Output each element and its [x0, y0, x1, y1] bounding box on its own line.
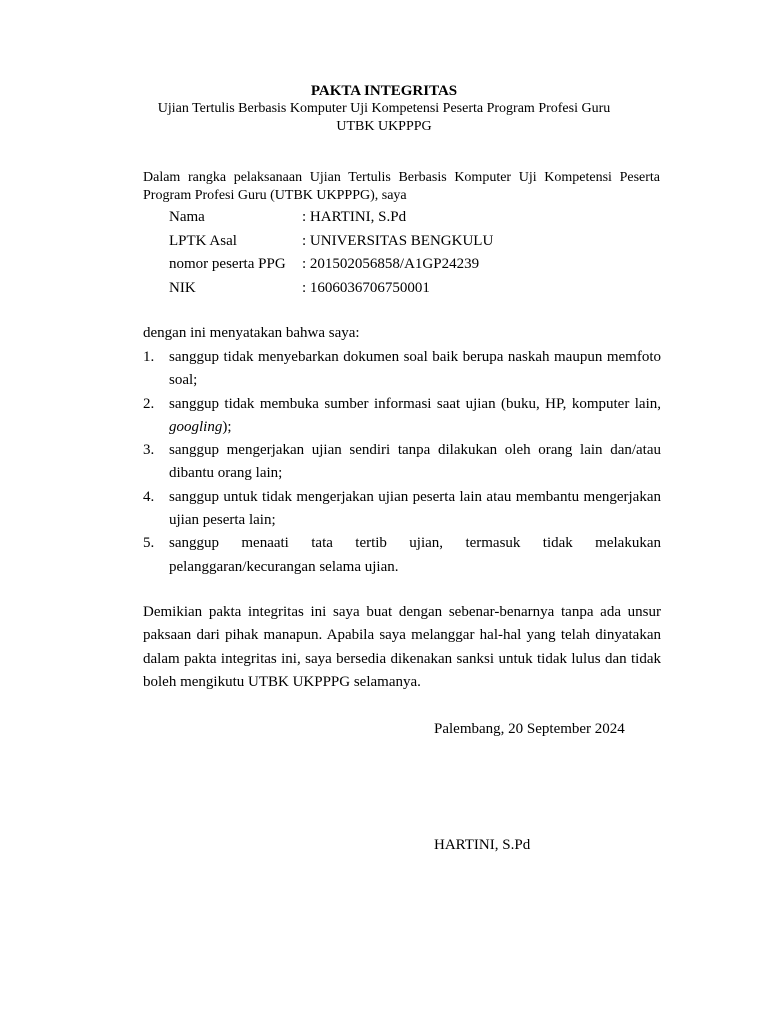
- intro-paragraph: Dalam rangka pelaksanaan Ujian Tertulis Berbasis Komputer Uji Kompetensi Peserta Program Profesi Guru (UTBK UKPPPG), saya: [143, 170, 660, 203]
- list-item-number: 4.: [143, 488, 155, 505]
- list-item: [143, 439, 661, 486]
- closing-paragraph: Demikian pakta integritas ini saya buat dengan sebenar-benarnya tanpa ada unsur paksaan dari pihak manapun. Apabila saya melanggar hal-hal yang telah dinyatakan dalam pakta integritas ini, saya bersedia dikenakan sanksi untuk tidak lulus dan tidak boleh mengikutu UTBK UKPPPG selamanya.: [143, 604, 661, 690]
- identity-row-name: [169, 206, 493, 230]
- list-item: [143, 532, 661, 579]
- document-subtitle-line1: Ujian Tertulis Berbasis Komputer Uji Kompetensi Peserta Program Profesi Guru: [157, 101, 611, 116]
- list-item-italic-term: googling: [169, 418, 223, 435]
- list-item: [143, 346, 661, 393]
- list-item-number: 2.: [143, 395, 155, 412]
- place-and-date: Palembang, 20 September 2024: [434, 721, 625, 737]
- list-item-text: sanggup mengerjakan ujian sendiri tanpa dilakukan oleh orang lain dan/atau dibantu orang lain;: [169, 442, 661, 482]
- list-item-text: sanggup untuk tidak mengerjakan ujian peserta lain atau membantu mengerjakan ujian peserta lain;: [169, 488, 661, 529]
- list-item-text-part: sanggup tidak membuka sumber informasi saat ujian (buku, HP, komputer lain,: [169, 395, 661, 412]
- identity-label: nomor peserta PPG: [169, 256, 286, 272]
- list-item-number: 1.: [143, 349, 155, 365]
- list-item-number: 3.: [143, 442, 155, 459]
- identity-value: : 201502056858/A1GP24239: [302, 256, 480, 272]
- document-title: PAKTA INTEGRITAS: [310, 83, 458, 99]
- identity-label: LPTK Asal: [169, 232, 237, 249]
- list-item-text: sanggup menaati tata tertib ujian, termasuk tidak melakukan pelanggaran/kecurangan selama ujian.: [169, 535, 661, 575]
- list-item: [143, 393, 661, 440]
- list-item-text-part: );: [222, 418, 232, 435]
- identity-value: : HARTINI, S.Pd: [302, 209, 407, 225]
- identity-row-nik: [169, 277, 493, 301]
- list-item-text: sanggup tidak menyebarkan dokumen soal baik berupa naskah maupun memfoto soal;: [169, 349, 661, 389]
- identity-block: [169, 206, 493, 300]
- list-item-number: 5.: [143, 535, 155, 552]
- list-item-text: [169, 393, 661, 440]
- identity-label: NIK: [169, 279, 196, 296]
- commitment-list: [143, 346, 661, 579]
- identity-value: : 1606036706750001: [302, 279, 430, 296]
- list-item: [143, 486, 661, 533]
- statement-lead: dengan ini menyatakan bahwa saya:: [143, 325, 360, 341]
- identity-value: : UNIVERSITAS BENGKULU: [302, 232, 494, 249]
- identity-label: Nama: [169, 209, 205, 225]
- identity-row-participant-number: [169, 253, 493, 277]
- identity-row-lptk: [169, 230, 493, 254]
- signer-name: HARTINI, S.Pd: [434, 837, 531, 853]
- document-subtitle-line2: UTBK UKPPPG: [336, 119, 432, 134]
